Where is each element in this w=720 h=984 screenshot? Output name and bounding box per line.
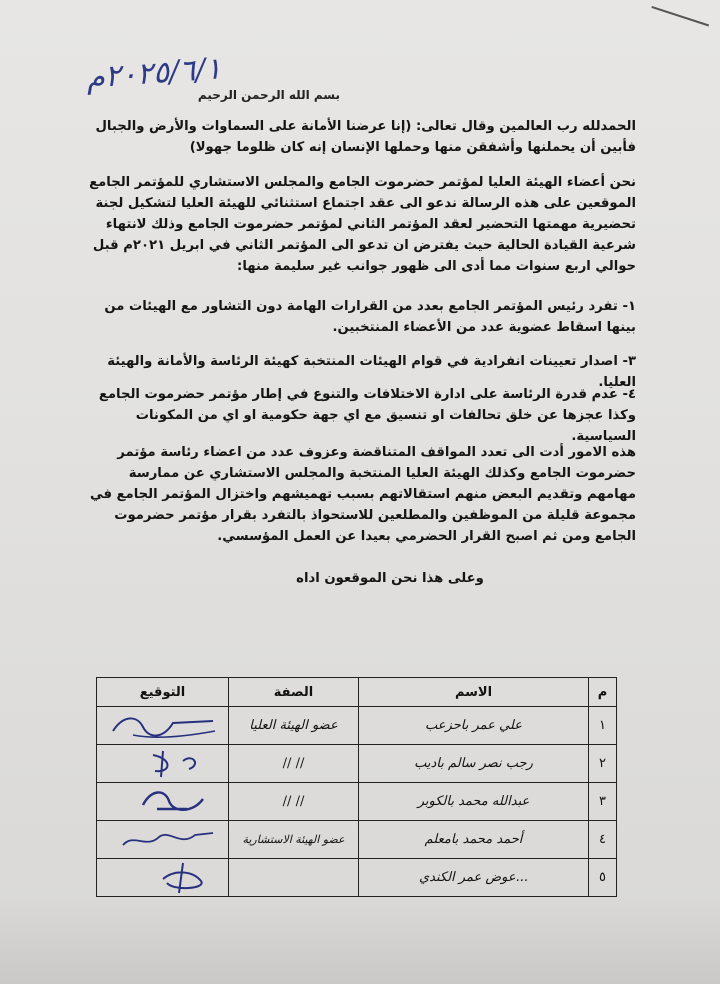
row-name: عبدالله محمد بالكوبر [359,783,589,821]
row-name: علي عمر باحزعب [359,707,589,745]
table-row [97,707,617,745]
row-title [229,859,359,897]
row-signature [97,859,229,897]
list-item-4: ٤- عدم قدرة الرئاسة على ادارة الاختلافات والتنوع في إطار مؤتمر حضرموت الجامع وكذا عجزها عن خلق تحالفات او تنسيق مع اي جهة حكومية او اي من المكونات السياسية. [98,387,636,444]
row-signature [97,821,229,859]
basmala-heading: بسم الله الرحمن الرحيم [197,88,340,102]
header-title: الصفة [229,678,359,707]
row-name: رجب نصر سالم باديب [359,745,589,783]
row-signature [97,745,229,783]
table-row [97,745,617,783]
row-name: أحمد محمد بامعلم [359,821,589,859]
row-signature [97,707,229,745]
table-row [97,859,617,897]
page-shadow [0,894,720,984]
row-name: ...عوض عمر الكندي [359,859,589,897]
row-number: ٤ [589,821,617,859]
row-signature [97,783,229,821]
pen-mark [646,6,709,44]
header-signature: التوقيع [97,678,229,707]
signature-mark-1 [103,709,223,743]
signature-mark-2 [103,747,223,781]
signature-mark-3 [103,785,223,819]
signatures-table [96,677,617,897]
signature-mark-5 [103,861,223,895]
list-item-3: ٣- اصدار تعيينات انفرادية في قوام الهيئات المنتخبة كهيئة الرئاسة والأمانة والهيئة العليا. [107,354,636,390]
row-number: ١ [589,707,617,745]
row-title: عضو الهيئة الاستشارية [229,821,359,859]
signature-mark-4 [103,823,223,857]
table-row [97,821,617,859]
intro-paragraph: الحمدلله رب العالمين وقال تعالى: (إنا عرضنا الأمانة على السماوات والأرض والجبال فأبين أن يحملنها وأشفقن منها وحملها الإنسان إنه كان ظلوما جهولا) [95,119,636,155]
handwritten-date: ٢٠٢٥/٦/١م [84,51,223,96]
list-item-1: ١- تفرد رئيس المؤتمر الجامع بعدد من القرارات الهامة دون التشاور مع الهيئات من بينها اسقاط عضوية عدد من الأعضاء المنتخبين. [104,299,636,335]
table-row [97,783,617,821]
row-number: ٣ [589,783,617,821]
row-title: // // [229,745,359,783]
row-title: عضو الهيئة العليا [229,707,359,745]
header-name: الاسم [359,678,589,707]
row-number: ٥ [589,859,617,897]
table-header-row [97,678,617,707]
row-title: // // [229,783,359,821]
header-number: م [589,678,617,707]
conclusion-paragraph: هذه الامور أدت الى تعدد المواقف المتناقضة وعزوف عدد من اعضاء رئاسة مؤتمر حضرموت الجامع وكذلك الهيئة العليا المنتخبة والمجلس الاستشاري عن ممارسة مهامهم وتقديم البعض منهم استقالاتهم بسبب تهميشهم واختزال المؤتمر الجامع في مجموعة قليلة من الموظفين والمطلعين للاستحواذ بالتفرد بقرار مؤتمر حضرموت الجامع ومن ثم اصبح القرار الحضرمي بعيدا عن العمل المؤسسي. [89,445,636,544]
row-number: ٢ [589,745,617,783]
main-paragraph: نحن أعضاء الهيئة العليا لمؤتمر حضرموت الجامع والمجلس الاستشاري للمؤتمر الجامع الموقعين على هذه الرسالة ندعو الى عقد اجتماع استثنائي للهيئة العليا لتشكيل لجنة تحضيرية مهمتها التحضير لعقد المؤتمر الثاني لمؤتمر حضرموت الجامع وذلك لانتهاء شرعية القيادة الحالية حيث يفترض ان تدعو الى المؤتمر الثاني في ابريل ٢٠٢١م قبل حوالي اربع سنوات مما أدى الى ظهور جوانب غير سليمة منها: [89,175,636,274]
signoff-line: وعلى هذا نحن الموقعون اداه [296,571,484,586]
